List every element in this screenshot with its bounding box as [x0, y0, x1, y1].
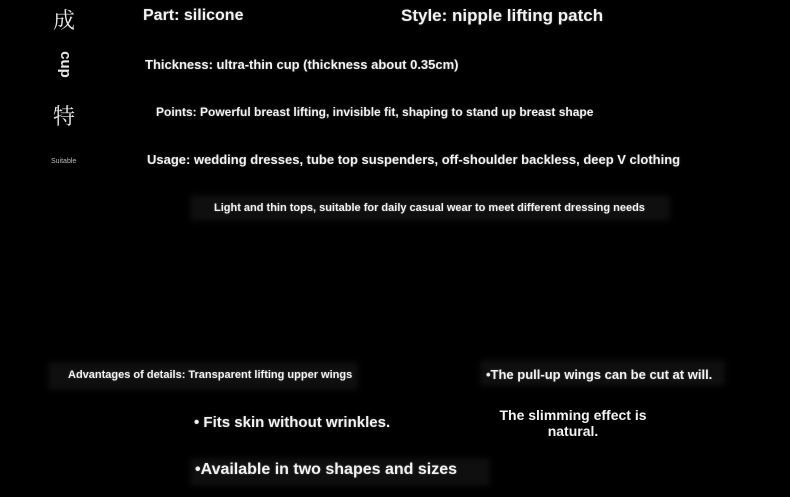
- side-label-small: Suitable: [51, 158, 77, 165]
- side-label-cup: cup: [56, 51, 74, 78]
- side-label-char-1: 成: [53, 9, 76, 34]
- slimming-line-2: natural.: [547, 423, 599, 439]
- usage-text: Usage: wedding dresses, tube top suspenders, off-shoulder backless, deep V clothing: [147, 152, 681, 167]
- slimming-effect-text: [488, 407, 658, 439]
- points-text: Points: Powerful breast lifting, invisible fit, shaping to stand up breast shape: [156, 105, 594, 119]
- style-label: Style: nipple lifting patch: [401, 6, 604, 25]
- slimming-line-1: The slimming effect is: [499, 407, 647, 423]
- thickness-text: Thickness: ultra-thin cup (thickness about 0.35cm): [145, 57, 459, 72]
- shapes-text: •Available in two shapes and sizes: [195, 461, 457, 478]
- part-label: Part: silicone: [143, 7, 244, 24]
- side-label-char-3: 特: [53, 105, 76, 130]
- wings-text: •The pull-up wings can be cut at will.: [486, 367, 713, 382]
- advantages-details-text: Advantages of details: Transparent lifting upper wings: [68, 369, 353, 381]
- usage-extra-text: Light and thin tops, suitable for daily casual wear to meet different dressing needs: [214, 202, 645, 214]
- fits-text: • Fits skin without wrinkles.: [194, 414, 391, 431]
